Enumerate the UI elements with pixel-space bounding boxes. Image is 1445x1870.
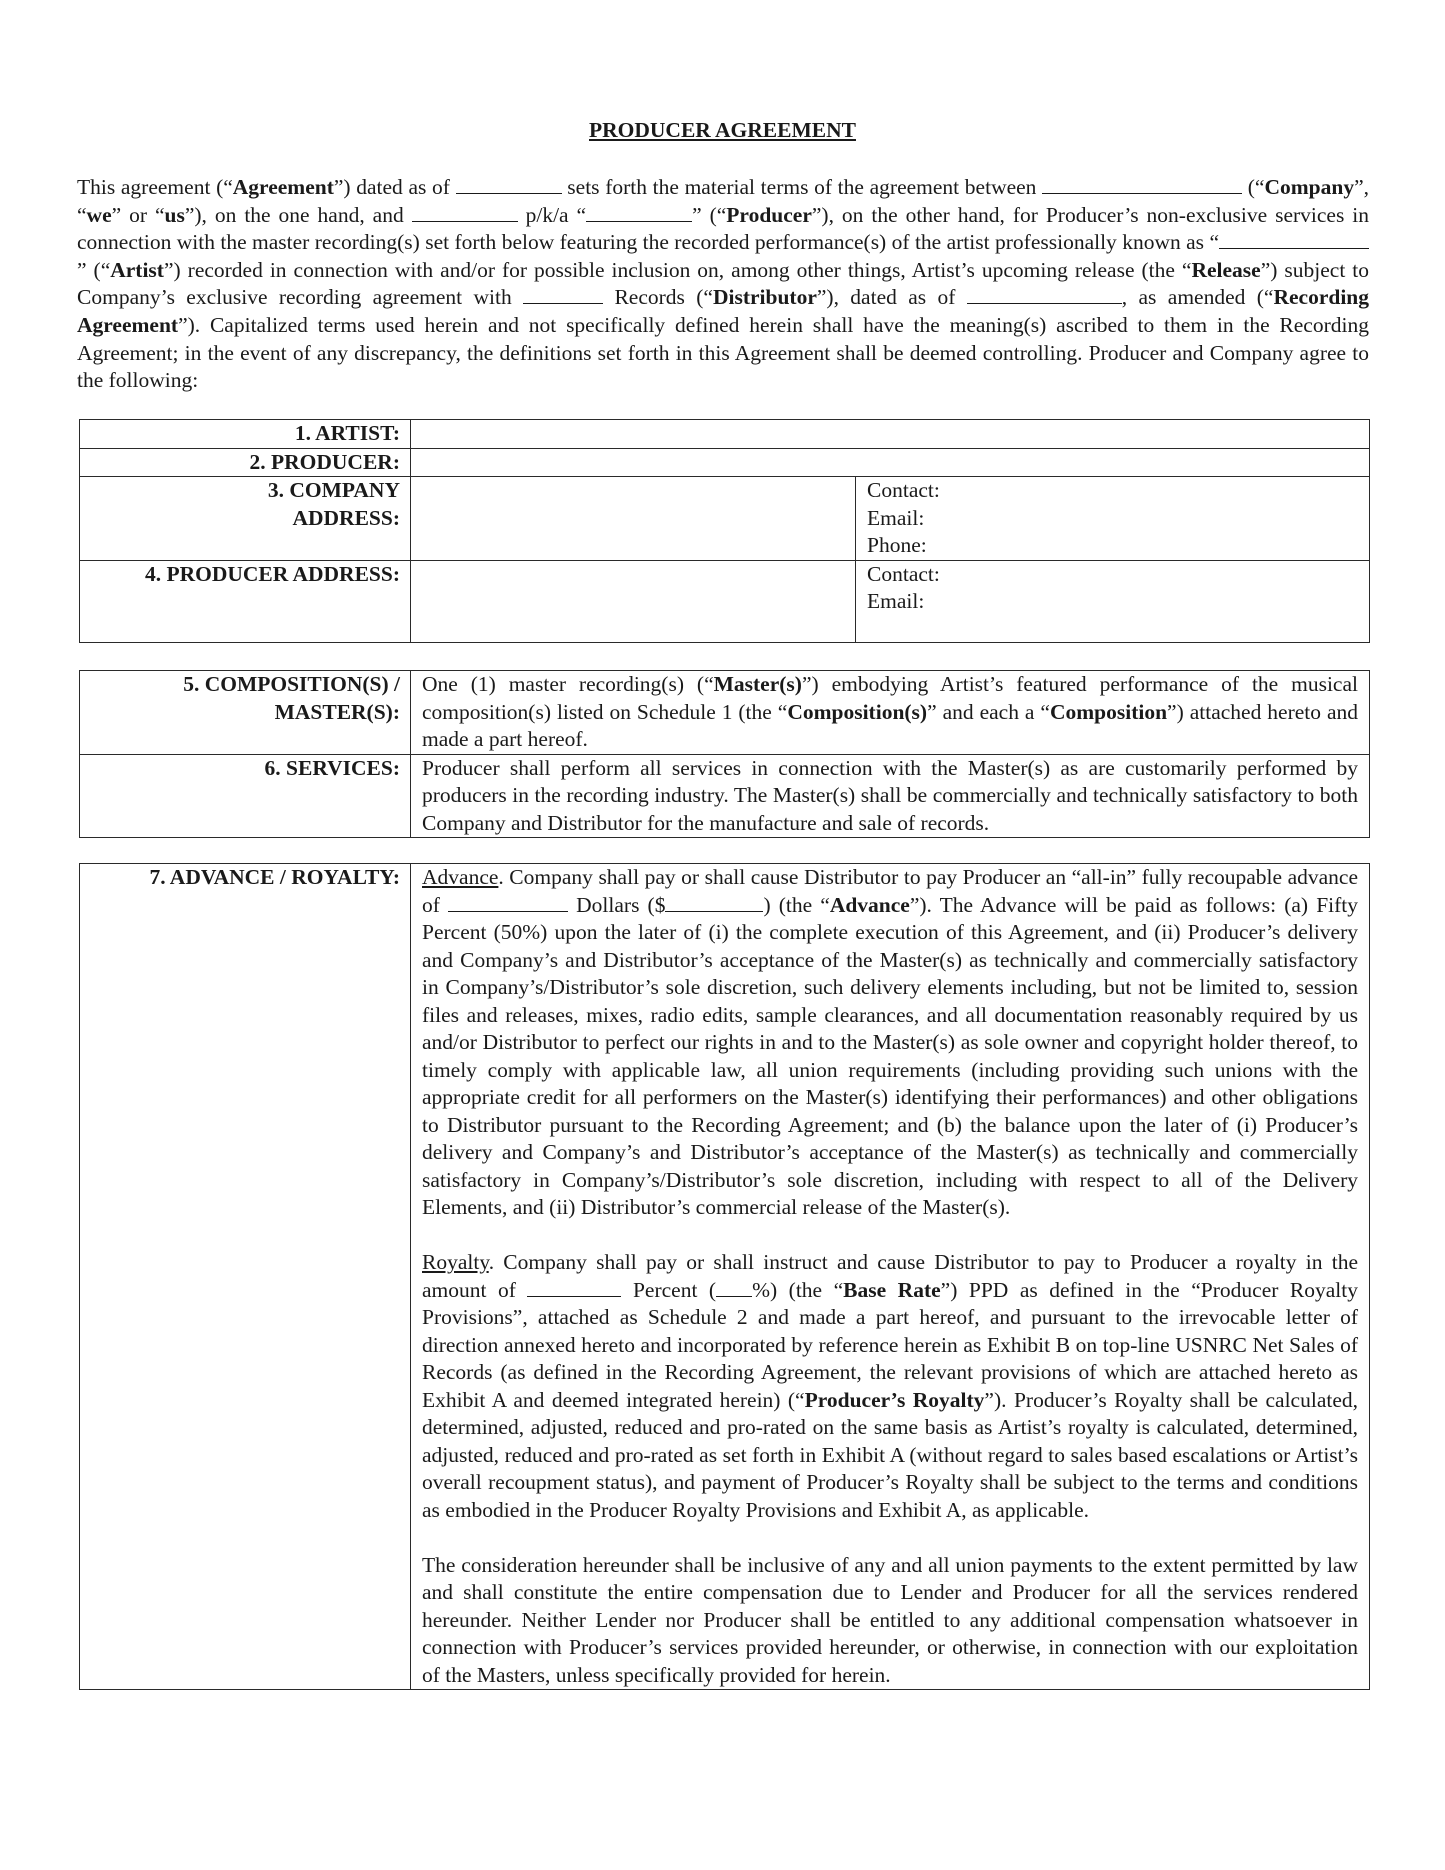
intro-text: ”), on the other hand, for Producer’s non-exclusive services in connection with the master recording(s) set forth below featuring the recorded performance(s) of the artist professionally known as “	[77, 202, 1370, 255]
defined-term-distributor: Distributor	[712, 285, 817, 310]
intro-text: ” (“	[692, 202, 727, 227]
defined-term-producer: Producer	[726, 202, 812, 227]
defined-term-recording-agreement: Recording Agreement	[77, 285, 1369, 337]
company-address-cell	[411, 477, 856, 561]
company-label-line2: ADDRESS:	[292, 505, 400, 530]
intro-text: (“	[1242, 175, 1265, 199]
advance-text-part: . Company shall pay or shall cause Distributor to pay Producer an “all-in” fully recoupable advance of	[422, 865, 1358, 917]
table-row	[80, 420, 1370, 449]
company-phone-label: Phone:	[867, 533, 927, 557]
composition-label-line1: 5. COMPOSITION(S) /	[183, 672, 400, 696]
advance-text-part: Dollars ($	[568, 892, 666, 917]
composition-text-part: ” and each a “	[927, 699, 1050, 724]
recording-agreement-date-blank	[967, 284, 1122, 304]
composition-text-part: ”) attached hereto and made a part hereof.	[422, 699, 1358, 751]
parties-table	[79, 419, 1370, 643]
defined-term-release: Release	[1191, 257, 1261, 282]
advance-amount-number-blank	[665, 892, 763, 912]
defined-term-advance: Advance	[829, 892, 910, 917]
defined-term-we: we	[86, 202, 112, 227]
table-row	[80, 754, 1370, 838]
producer-contact-cell	[856, 560, 1370, 642]
advance-text-part: ) (the “	[763, 892, 830, 917]
producer-contact-label: Contact:	[867, 561, 940, 586]
defined-term-masters: Master(s)	[713, 672, 802, 696]
artist-label: 1. ARTIST:	[80, 420, 411, 449]
composition-label	[80, 671, 411, 755]
intro-text: ”, “	[77, 175, 1370, 227]
defined-term-producers-royalty: Producer’s Royalty	[804, 1387, 985, 1412]
intro-text: ”). Capitalized terms used herein and not specifically defined herein shall have the meaning(s) ascribed to them in the Recording Agreement; in the event of any discrepancy, the definitions set forth in this Agreement shall be deemed controlling. Producer and Company agree to the following:	[77, 312, 1369, 393]
royalty-paragraph	[422, 1249, 1358, 1524]
intro-text: ”) subject to Company’s exclusive recording agreement with	[77, 257, 1369, 310]
company-contact-label: Contact:	[867, 478, 940, 502]
services-text: Producer shall perform all services in connection with the Master(s) as are customarily performed by producers in the recording industry. The Master(s) shall be commercially and technically satisfactory to both Company and Distributor for the manufacture and sale of records.	[411, 754, 1370, 838]
advance-royalty-table	[79, 863, 1370, 1690]
intro-text: , as amended (“	[1121, 285, 1274, 310]
producer-label: 2. PRODUCER:	[80, 448, 411, 477]
intro-text: ”), on the one hand, and	[184, 202, 412, 227]
company-address-label	[80, 477, 411, 561]
intro-text: sets forth the material terms of the agreement between	[561, 175, 1043, 199]
composition-text	[411, 671, 1370, 755]
artist-name-blank	[1219, 229, 1369, 249]
intro-paragraph	[77, 174, 1369, 395]
royalty-rate-number-blank	[716, 1277, 752, 1297]
defined-term-artist: Artist	[110, 257, 164, 282]
royalty-text-part: %) (the “	[752, 1277, 844, 1302]
company-contact-cell	[856, 477, 1370, 561]
intro-text: Records (“	[603, 285, 713, 310]
company-name-blank	[1042, 174, 1242, 194]
advance-amount-words-blank	[448, 892, 568, 912]
intro-text: ” or “	[111, 202, 165, 227]
royalty-heading: Royalty	[422, 1250, 489, 1274]
producer-address-cell	[411, 560, 856, 642]
defined-term-us: us	[164, 202, 185, 227]
composition-label-line2: MASTER(S):	[274, 699, 400, 724]
paragraph-gap	[422, 1222, 1358, 1250]
intro-text: ”), dated as of	[816, 285, 967, 310]
document-title: PRODUCER AGREEMENT	[589, 118, 856, 142]
producer-pka-blank	[586, 202, 692, 222]
royalty-text-part: . Company shall pay or shall instruct and cause Distributor to pay to Producer a royalty in the amount of	[422, 1250, 1358, 1302]
defined-term-company: Company	[1264, 175, 1355, 199]
intro-text: ” (“	[77, 257, 111, 282]
intro-text: This agreement (“	[77, 175, 233, 199]
intro-text: ”) dated as of	[333, 175, 456, 199]
royalty-text-part: Percent (	[621, 1277, 717, 1302]
producer-email-label: Email:	[867, 589, 925, 613]
date-blank	[456, 174, 562, 194]
table-row	[80, 671, 1370, 755]
royalty-rate-words-blank	[527, 1277, 621, 1297]
royalty-text-part: ”) PPD as defined in the “Producer Royalty Provisions”, attached as Schedule 2 and made a part hereof, and pursuant to the irrevocable letter of direction annexed hereto and incorporated by reference herein as Exhibit B on top-line USNRC Net Sales of Records (as defined in the Recording Agreement, the relevant provisions of which are attached hereto as Exhibit A and deemed integrated herein) (“	[422, 1277, 1358, 1412]
composition-text-part: ”) embodying Artist’s featured performance of the musical composition(s) listed on Schedule 1 (the “	[422, 672, 1358, 724]
defined-term-agreement: Agreement	[232, 175, 334, 199]
company-label-line1: 3. COMPANY	[267, 478, 400, 502]
defined-term-base-rate: Base Rate	[843, 1277, 941, 1302]
advance-royalty-text	[411, 864, 1370, 1690]
composition-services-table	[79, 670, 1370, 838]
table-row	[80, 448, 1370, 477]
table-row	[80, 477, 1370, 561]
producer-legal-name-blank	[412, 202, 518, 222]
producer-value-cell	[411, 448, 1370, 477]
advance-heading: Advance	[422, 865, 499, 889]
label-name-blank	[523, 284, 603, 304]
paragraph-gap	[422, 1524, 1358, 1552]
defined-term-composition: Composition	[1049, 699, 1168, 724]
table-row	[80, 560, 1370, 642]
advance-text-part: ”). The Advance will be paid as follows: (a) Fifty Percent (50%) upon the later of (i) the complete execution of this Agreement, and (ii) Producer’s delivery and Company’s and Distributor’s acceptance of the Master(s) as technically and commercially satisfactory in Company’s/Distributor’s sole discretion, such delivery elements including, but not be limited to, session files and releases, mixes, radio edits, sample clearances, and all documentation reasonably required by us and/or Distributor to perfect our rights in and to the Master(s) as sole owner and copyright holder thereof, to timely comply with applicable law, all union requirements (including providing such unions with the appropriate credit for all performers on the Master(s) identifying their performances) and other obligations to Distributor pursuant to the Recording Agreement; and (b) the balance upon the later of (i) Producer’s delivery and Company’s and Distributor’s acceptance of the Master(s) as technically and commercially satisfactory in Company’s/Distributor’s sole discretion, including with respect to all of the Delivery Elements, and (ii) Distributor’s commercial release of the Master(s).	[422, 892, 1359, 1219]
consideration-paragraph: The consideration hereunder shall be inclusive of any and all union payments to the extent permitted by law and shall constitute the entire compensation due to Lender and Producer for all the services rendered hereunder. Neither Lender nor Producer shall be entitled to any additional compensation whatsoever in connection with Producer’s services provided hereunder, or otherwise, in connection with our exploitation of the Masters, unless specifically provided for herein.	[422, 1552, 1358, 1687]
intro-text: ”) recorded in connection with and/or for possible inclusion on, among other things, Artist’s upcoming release (the “	[163, 257, 1192, 282]
royalty-text-part: ”). Producer’s Royalty shall be calculated, determined, adjusted, reduced and pro-rated on the same basis as Artist’s royalty is calculated, determined, adjusted, reduced and pro-rated as set forth in Exhibit A (without regard to sales based escalations or Artist’s overall recoupment status), and payment of Producer’s Royalty shall be subject to the terms and conditions as embodied in the Producer Royalty Provisions and Exhibit A, as applicable.	[422, 1387, 1358, 1522]
services-label: 6. SERVICES:	[80, 754, 411, 838]
composition-text-part: One (1) master recording(s) (“	[422, 672, 714, 696]
defined-term-compositions: Composition(s)	[787, 699, 928, 724]
company-email-label: Email:	[867, 505, 925, 530]
advance-paragraph	[422, 864, 1358, 1222]
table-row	[80, 864, 1370, 1690]
producer-address-label: 4. PRODUCER ADDRESS:	[80, 560, 411, 642]
advance-royalty-label: 7. ADVANCE / ROYALTY:	[80, 864, 411, 1690]
artist-value-cell	[411, 420, 1370, 449]
intro-text: p/k/a “	[517, 202, 587, 227]
